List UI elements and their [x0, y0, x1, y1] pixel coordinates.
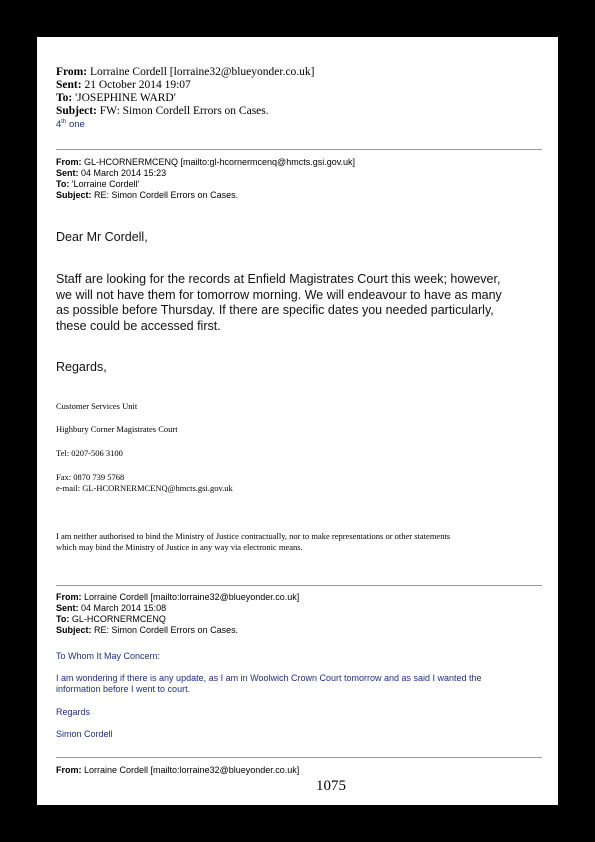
- email2-sent-line: Sent: 04 March 2014 15:23: [56, 168, 167, 178]
- sent-value: 21 October 2014 19:07: [84, 79, 191, 91]
- email1-to-line: [56, 92, 176, 105]
- email3-body: I am wondering if there is any update, as I am in Woolwich Crown Court tomorrow and as said I wanted the information before I went to court.: [56, 673, 482, 694]
- email3-from-line: From: Lorraine Cordell [mailto:lorraine32@blueyonder.co.uk]: [56, 592, 300, 602]
- email1-from-line: [56, 66, 315, 79]
- email1-sent-line: [56, 79, 191, 92]
- email3-regards: Regards: [56, 707, 91, 717]
- document-page: [37, 37, 558, 805]
- signature-court: Highbury Corner Magistrates Court: [56, 424, 178, 434]
- email1-subject-line: [56, 105, 269, 118]
- divider: [56, 757, 542, 758]
- email2-paragraph: Staff are looking for the records at Enfield Magistrates Court this week; however, we will not have them for tomorrow morning. We will endeavour to have as many as possible before Thursday. If there are specific dates you needed particularly, these could be accessed first.: [56, 272, 502, 333]
- email2-subject-line: Subject: RE: Simon Cordell Errors on Cases.: [56, 190, 239, 200]
- from-value: Lorraine Cordell [lorraine32@blueyonder.co.uk]: [89, 66, 315, 78]
- subject-value: FW: Simon Cordell Errors on Cases.: [99, 105, 269, 117]
- subject-label: Subject:: [56, 105, 97, 117]
- email3-salutation: To Whom It May Concern:: [56, 651, 161, 661]
- email1-note: 4th one: [56, 118, 85, 130]
- email3-to-line: To: GL-HCORNERMCENQ: [56, 614, 166, 624]
- email4-from-line: From: Lorraine Cordell [mailto:lorraine32@blueyonder.co.uk]: [56, 765, 300, 775]
- email2-from-line: From: GL-HCORNERMCENQ [mailto:gl-hcornermcenq@hmcts.gsi.gov.uk]: [56, 157, 356, 167]
- signature-fax: Fax: 0870 739 5768: [56, 472, 125, 482]
- divider: [56, 585, 542, 586]
- email3-subject-line: Subject: RE: Simon Cordell Errors on Cases.: [56, 625, 239, 635]
- signature-email: e-mail: GL-HCORNERMCENQ@hmcts.gsi.gov.uk: [56, 483, 233, 493]
- to-label: To:: [56, 92, 73, 104]
- signature-tel: Tel: 0207-506 3100: [56, 448, 123, 458]
- email3-sent-line: Sent: 04 March 2014 15:08: [56, 603, 167, 613]
- email2-to-line: To: 'Lorraine Cordell': [56, 179, 140, 189]
- from-label: From:: [56, 66, 88, 78]
- disclaimer: I am neither authorised to bind the Ministry of Justice contractually, nor to make representations or other statements which may bind the Ministry of Justice in any way via electronic means.: [56, 531, 451, 552]
- email3-signature: Simon Cordell: [56, 729, 113, 739]
- divider: [56, 149, 542, 150]
- signature-unit: Customer Services Unit: [56, 401, 138, 411]
- page-number: 1075: [316, 778, 346, 794]
- sent-label: Sent:: [56, 79, 82, 91]
- email2-regards: Regards,: [56, 360, 107, 374]
- to-value: 'JOSEPHINE WARD': [75, 92, 176, 104]
- email2-greeting: Dear Mr Cordell,: [56, 230, 148, 244]
